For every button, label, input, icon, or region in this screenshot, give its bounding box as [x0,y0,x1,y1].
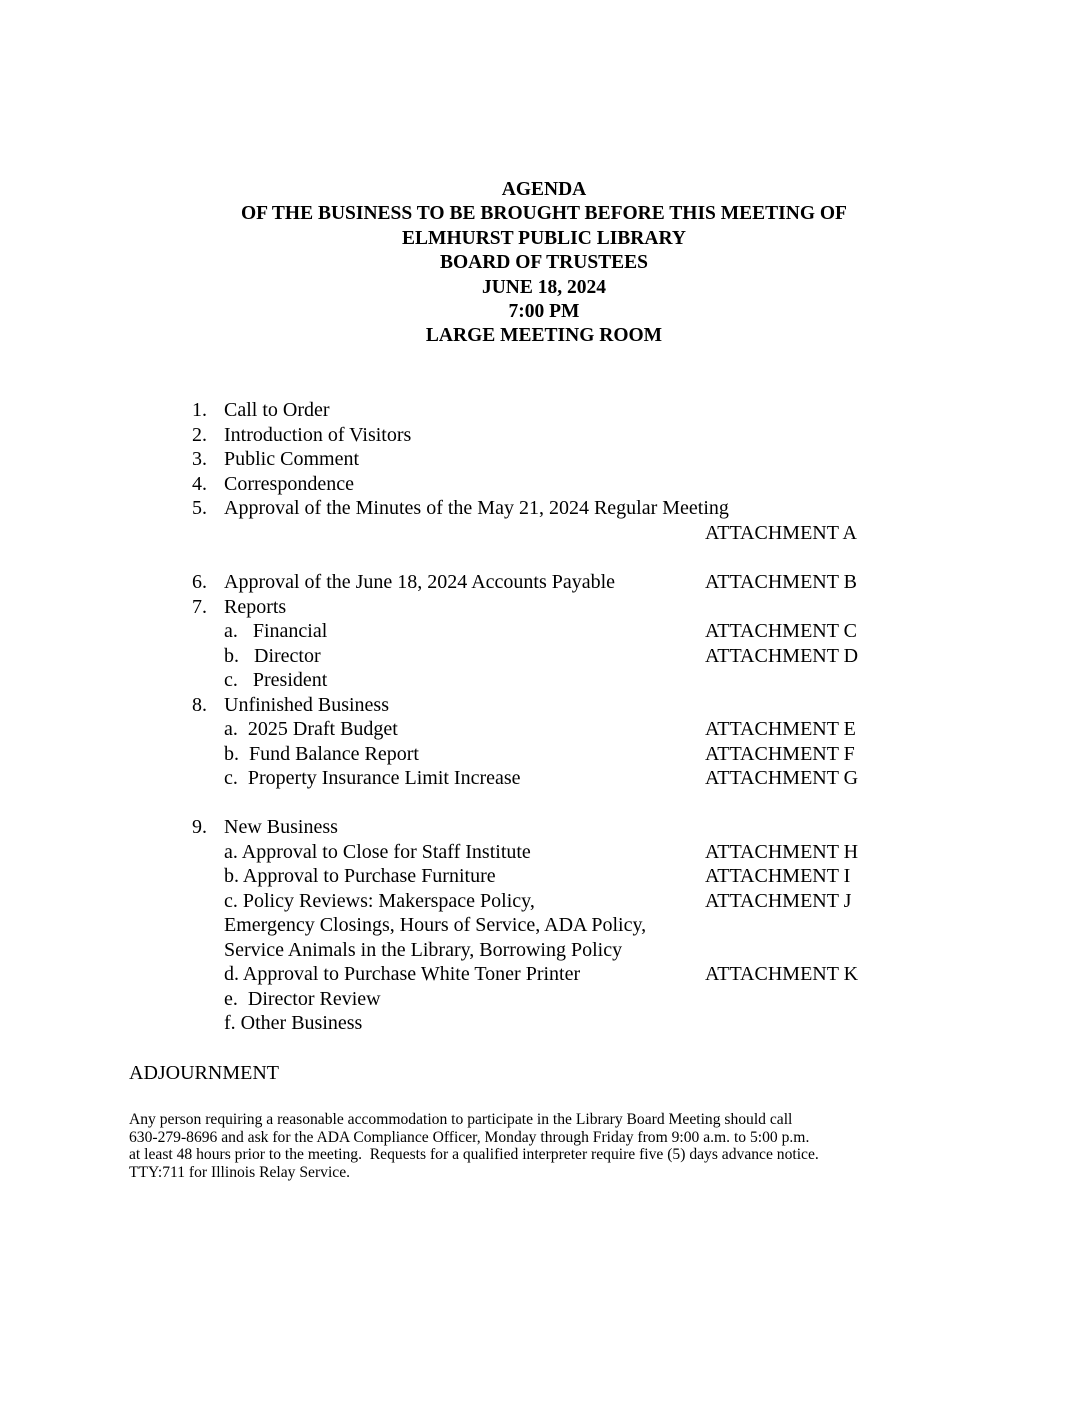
adjournment-heading: ADJOURNMENT [129,1062,279,1084]
item-attachment: ATTACHMENT E [705,718,856,740]
item-text: Introduction of Visitors [224,424,412,446]
notice-line: at least 48 hours prior to the meeting. Requests for a qualified interpreter require five (5) days advance notice. [129,1146,819,1164]
header-time: 7:00 PM [508,301,580,323]
item-text: b. Director [224,645,321,667]
agenda-subitem [0,889,1088,914]
agenda-item [0,815,1088,840]
agenda-item [0,398,1088,423]
agenda-subitem-continued [0,938,1088,963]
item-number: 1. [192,399,207,421]
item-text: Approval of the Minutes of the May 21, 2024 Regular Meeting [224,497,729,519]
item-number: 9. [192,816,207,838]
agenda-item [0,693,1088,718]
accommodation-notice [129,1111,949,1181]
agenda-item [0,423,1088,448]
item-attachment: ATTACHMENT I [705,865,851,887]
item-number: 7. [192,596,207,618]
agenda-item [0,595,1088,620]
item-text: Unfinished Business [224,694,389,716]
item-attachment: ATTACHMENT G [705,767,859,789]
item-text: Service Animals in the Library, Borrowing Policy [224,939,623,961]
item-number: 2. [192,424,207,446]
item-attachment: ATTACHMENT J [705,890,852,912]
agenda-subitem [0,987,1088,1012]
item-attachment: ATTACHMENT A [705,522,857,544]
item-text: f. Other Business [224,1012,363,1034]
notice-line: Any person requiring a reasonable accommodation to participate in the Library Board Meeting should call [129,1111,793,1128]
agenda-item [0,496,1088,521]
agenda-subitem [0,644,1088,669]
item-text: a. Approval to Close for Staff Institute [224,841,531,863]
item-text: e. Director Review [224,988,381,1010]
item-number: 6. [192,571,207,593]
agenda-subitem [0,742,1088,767]
agenda-subitem [0,668,1088,693]
agenda-subitem [0,864,1088,889]
header-board: BOARD OF TRUSTEES [439,252,649,274]
item-text: Reports [224,596,287,618]
agenda-subitem [0,962,1088,987]
agenda-subitem [0,840,1088,865]
item-text: Call to Order [224,399,330,421]
item-number: 3. [192,448,207,470]
item-text: New Business [224,816,338,838]
item-number: 8. [192,694,207,716]
item-text: c. Property Insurance Limit Increase [224,767,521,789]
agenda-item [0,472,1088,497]
item-attachment: ATTACHMENT D [705,645,859,667]
header-organization: ELMHURST PUBLIC LIBRARY [402,227,686,249]
item-text: a. Financial [224,620,328,642]
item-text: d. Approval to Purchase White Toner Printer [224,963,581,985]
notice-line: TTY:711 for Illinois Relay Service. [129,1163,351,1181]
agenda-subitem [0,766,1088,791]
agenda-subitem [0,1011,1088,1036]
item-text: b. Fund Balance Report [224,743,419,765]
header-date: JUNE 18, 2024 [481,276,607,298]
item-number: 5. [192,497,207,519]
item-attachment: ATTACHMENT F [705,743,855,765]
item-text: b. Approval to Purchase Furniture [224,865,496,887]
item-text: c. President [224,669,328,691]
header-title: AGENDA [501,179,587,200]
agenda-header [0,178,1088,349]
item-text: c. Policy Reviews: Makerspace Policy, [224,890,535,912]
agenda-subitem-continued [0,913,1088,938]
item-attachment: ATTACHMENT K [705,963,859,985]
item-attachment: ATTACHMENT H [705,841,859,863]
agenda-subitem [0,717,1088,742]
item-number: 4. [192,473,207,495]
notice-line: 630-279-8696 and ask for the ADA Compliance Officer, Monday through Friday from 9:00 a.m. to 5:00 p.m. [129,1128,810,1146]
item-attachment: ATTACHMENT B [705,571,857,593]
item-text: a. 2025 Draft Budget [224,718,398,740]
agenda-item [0,521,1088,546]
agenda-item [0,570,1088,595]
agenda-subitem [0,619,1088,644]
item-text: Public Comment [224,448,359,470]
item-text: Approval of the June 18, 2024 Accounts Payable [224,571,616,593]
item-text: Correspondence [224,473,354,495]
item-attachment: ATTACHMENT C [705,620,857,642]
header-location: LARGE MEETING ROOM [425,325,663,347]
header-subtitle: OF THE BUSINESS TO BE BROUGHT BEFORE THIS MEETING OF [241,203,847,225]
agenda-item [0,447,1088,472]
item-text: Emergency Closings, Hours of Service, ADA Policy, [224,914,647,936]
